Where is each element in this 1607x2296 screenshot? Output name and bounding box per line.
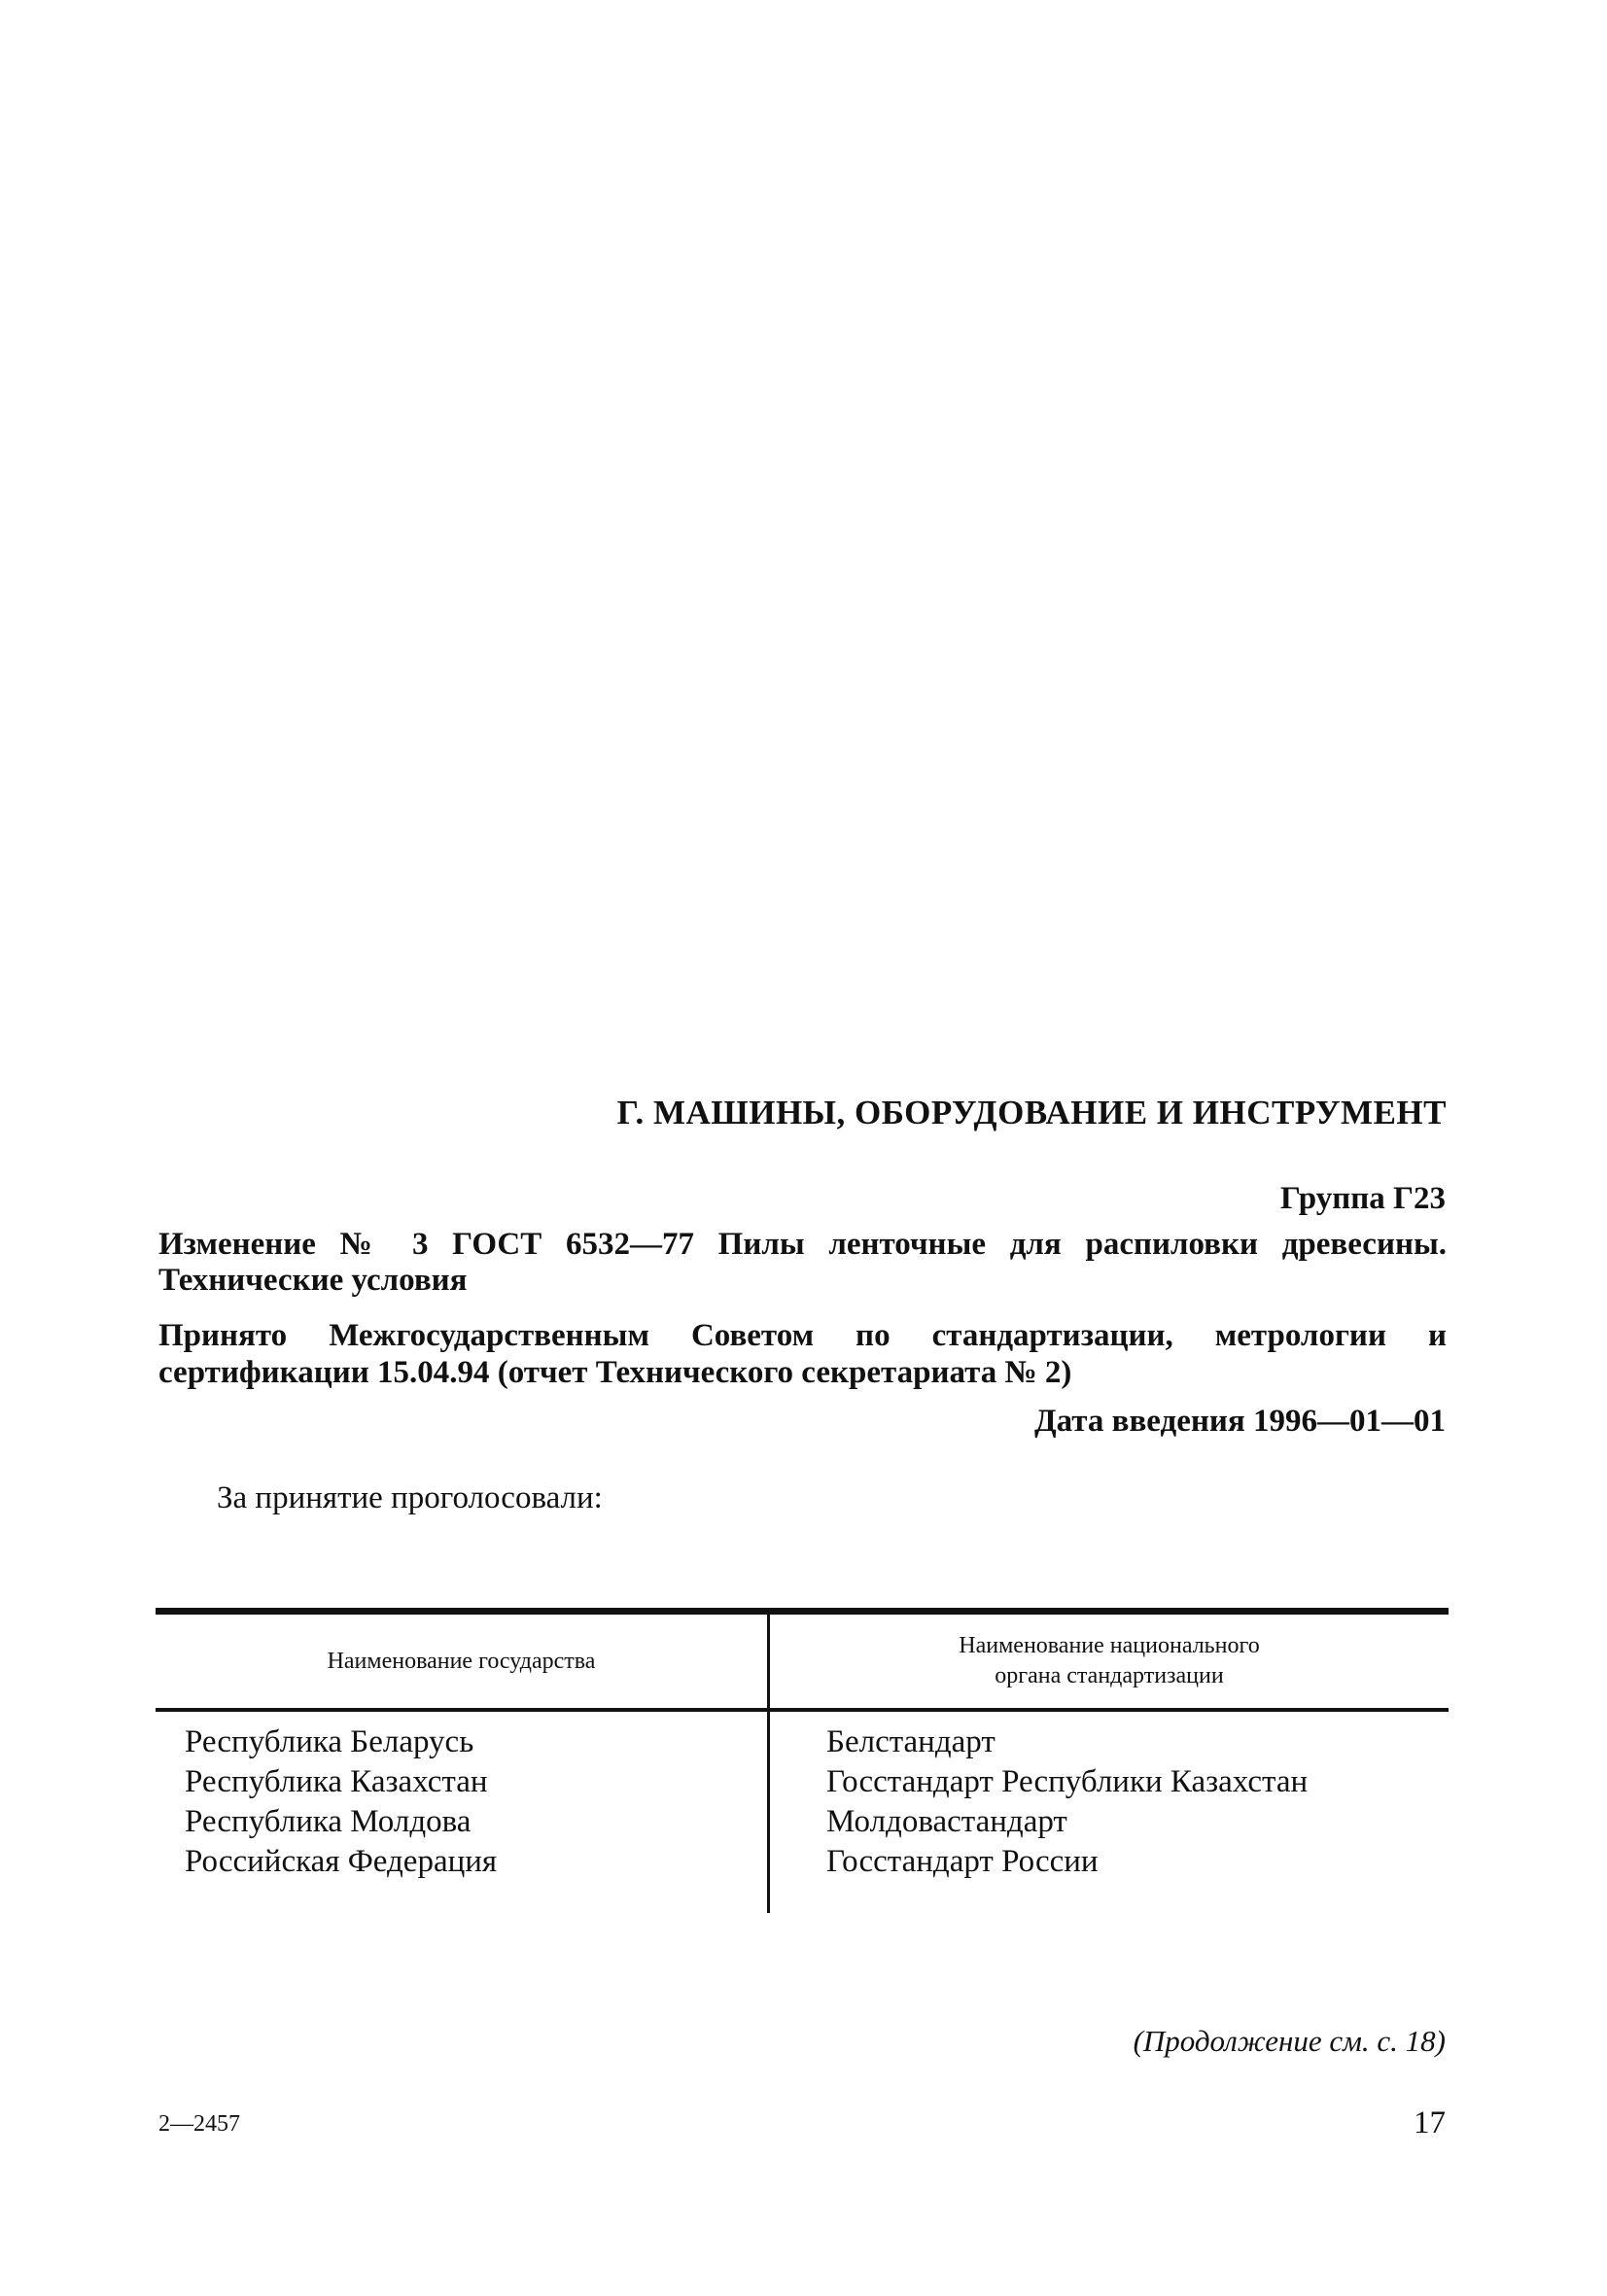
state-cell: Республика Молдова	[185, 1804, 472, 1839]
table-header-rule	[156, 1708, 1449, 1712]
org-cell: Белстандарт	[826, 1724, 996, 1759]
header-state	[156, 1615, 767, 1708]
org-cell: Госстандарт Республики Казахстан	[826, 1764, 1309, 1799]
org-column	[826, 1722, 1308, 1882]
state-cell: Республика Казахстан	[185, 1764, 488, 1799]
continuation-note: (Продолжение см. с. 18)	[1133, 2024, 1446, 2058]
state-cell: Российская Федерация	[185, 1844, 498, 1879]
header-org	[770, 1615, 1449, 1708]
voting-table	[156, 1608, 1449, 1913]
state-column	[185, 1722, 497, 1882]
header-org-line2: органа стандартизации	[995, 1663, 1224, 1688]
header-state-label: Наименование государства	[327, 1648, 596, 1674]
document-code: 2—2457	[158, 2111, 240, 2137]
group-label: Группа Г23	[1279, 1181, 1446, 1216]
org-cell: Молдовастандарт	[826, 1804, 1067, 1839]
state-cell: Республика Беларусь	[185, 1724, 474, 1759]
introduction-date: Дата введения 1996—01—01	[1033, 1404, 1446, 1439]
section-title: Г. МАШИНЫ, ОБОРУДОВАНИЕ И ИНСТРУМЕНТ	[616, 1094, 1447, 1131]
org-cell: Госстандарт России	[826, 1844, 1099, 1879]
header-org-line1: Наименование национального	[959, 1633, 1260, 1658]
amendment-title: Изменение № 3 ГОСТ 6532—77 Пилы ленточные для распиловки древесины. Технические условия	[158, 1227, 1447, 1298]
adoption-note: Принято Межгосударственным Советом по стандартизации, метрологии и сертификации 15.04.94 (отчет Технического секретариата № 2)	[158, 1318, 1447, 1390]
table-top-rule	[156, 1608, 1449, 1615]
voting-intro: За принятие проголосовали:	[217, 1480, 603, 1515]
page-number: 17	[1414, 2105, 1446, 2140]
